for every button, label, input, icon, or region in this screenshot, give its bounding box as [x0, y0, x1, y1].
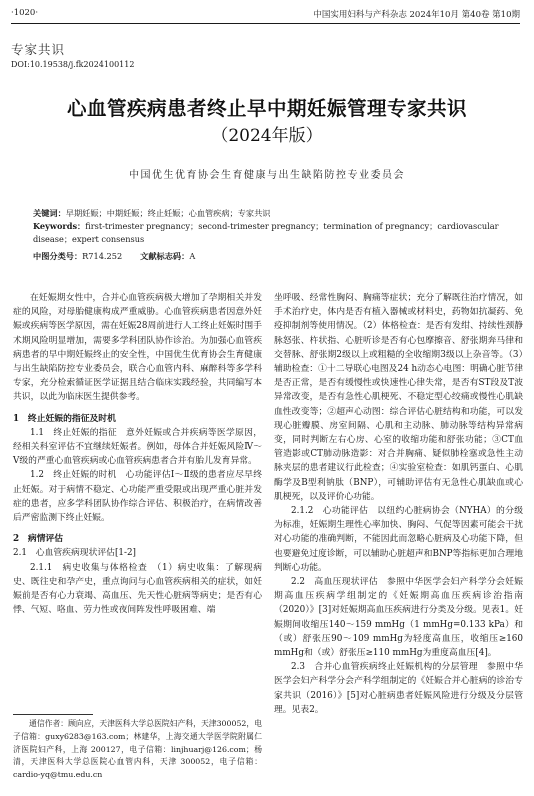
paragraph-2-3: 2.3 合并心血管疾病终止妊娠机构的分层管理 参照中华医学会妇产科学分会产科学组制定的《妊娠合并心脏病的诊治专家共识（2016）》[5]对心脏病患者妊娠风险进行分级及分层管理。见表2。 [274, 662, 523, 715]
header-rule [11, 23, 520, 24]
keywords-cn [33, 207, 503, 220]
authors: 中国优生优育协会生育健康与出生缺陷防控专业委员会 [129, 170, 405, 181]
right-column [274, 291, 523, 717]
column-tag: 专家共识 [11, 42, 66, 57]
doi: DOI:10.19538/j.fk2024100112 [11, 60, 135, 69]
left-column [13, 291, 262, 617]
paragraph-2-2: 2.2 高血压现状评估 参照中华医学会妇产科学分会妊娠期高血压疾病学组制定的《妊娠期高血压疾病诊治指南（2020）》[3]对妊娠期高血压疾病进行分类及分级。见表1。妊娠期间收缩压140～159 mmHg（1 mmHg=0.133 kPa）和（或）舒张压90～109 mmHg为轻度高血压，收缩压≥160 mmHg和（或）舒张压≥110 mmHg为重度高血压[4]。 [274, 577, 523, 659]
paragraph-1-2: 1.2 终止妊娠的时机 心功能评估Ⅰ～Ⅱ级的患者应尽早终止妊娠。对于病情不稳定、心功能严重受限或出现严重心脏并发症的患者，应多学科团队协作综合评估、积极治疗，在病情改善后严密监测下终止妊娠。 [13, 470, 262, 524]
section-heading-2: 2 病情评估 [13, 534, 64, 545]
page-number: ·1020· [11, 8, 39, 18]
article-title: 心血管疾病患者终止早中期妊娠管理专家共识 [66, 97, 467, 120]
article-subtitle: （2024年版） [211, 126, 323, 146]
clc-label: 中图分类号： [33, 251, 83, 261]
paragraph-2-1-2: 2.1.2 心功能评估 以纽约心脏病协会（NYHA）的分级为标准，妊娠期生理性心率加快、胸闷、气促等因素可能会干扰对心功能的准确判断，不能因此而忽略心脏病及心功能下降，但也要避免过度诊断，可以辅助心脏超声和BNP等指标更加合理地判断心功能。 [274, 506, 523, 573]
clc-value: R714.252 [82, 251, 123, 261]
journal-info: 中国实用妇科与产科杂志 2024年10月 第40卷 第10期 [313, 10, 520, 20]
keywords-en [33, 220, 503, 246]
paragraph-2-1-1: 2.1.1 病史收集与体格检查 （1）病史收集：了解现病史、既往史和孕产史，重点询问与心血管疾病相关的症状，如妊娠前是否有心力衰竭、高血压、先天性心脏病等病史；是否有心悸、气短、咯血、劳力性或夜间阵发性呼吸困难、端 [13, 562, 262, 616]
keywords-en-text: first-trimester pregnancy；second-trimester pregnancy；termination of pregnancy；cardiovascular disease；expert consensus [33, 221, 499, 244]
doc-code-label: 文献标志码： [140, 251, 190, 261]
footnote-rule [13, 714, 93, 715]
subsection-heading-2-1: 2.1 心血管疾病现状评估[1-2] [13, 548, 136, 559]
keywords-cn-text: 早期妊娠；中期妊娠；终止妊娠；心血管疾病；专家共识 [65, 208, 271, 218]
intro-paragraph: 在妊娠期女性中，合并心血管疾病极大增加了孕期相关并发症的风险，对母胎健康构成严重威胁。心血管疾病患者因意外妊娠或疾病等医学原因，需在妊娠28周前进行人工终止妊娠时围手术期风险明显增加，需要多学科团队协作诊治。为加强心血管疾病患者的早中期妊娠终止的安全性，中国优生优育协会生育健康与出生缺陷防控专业委员会，联合心血管内科、麻醉科等多学科专家，充分检索循证医学证据且结合临床实践经验，共同编写本共识，以此为临床医生提供参考。 [13, 293, 262, 403]
keywords-block [33, 207, 503, 263]
keywords-en-label: Keywords： [33, 221, 86, 231]
keywords-cn-label: 关键词： [33, 208, 66, 218]
paragraph-1-1: 1.1 终止妊娠的指征 意外妊娠或合并疾病等医学原因，经相关科室评估不宜继续妊娠者。例如，母体合并妊娠风险Ⅳ～Ⅴ级的严重心血管疾病或心血管疾病患者合并有胎儿发育异常。 [13, 427, 262, 467]
paragraph-continued: 坐呼吸、经常性胸闷、胸痛等症状；充分了解既往治疗情况，如手术治疗史，体内是否有植入器械或材料史，药物如抗凝药、免疫抑制剂等使用情况。（2）体格检查：是否有发绀、持续性颈静脉怒张、杵状指、心脏听诊是否有心包摩擦音、舒张期奔马律和交替脉、舒张期2级以上或粗糙的全收缩期3级以上杂音等。（3）辅助检查：①十二导联心电图及24 h动态心电图：明确心脏节律是否正常，是否有缓慢性或快速性心律失常，是否有ST段及T波异常改变，是否有急性心肌梗死、不稳定型心绞痛或慢性心肌缺血性改变等；②超声心动图：综合评估心脏结构和功能，可以发现心脏瓣膜、房室间隔、心肌和主动脉、肺动脉等结构异常病变，同时判断左右心房、心室的收缩功能和舒张功能；③CT血管造影或CT肺动脉造影：对合并胸痛、疑似肺栓塞或急性主动脉夹层的患者建议行此检查；④实验室检查：如肌钙蛋白、心肌酶学及B型利钠肽（BNP），可辅助评估有无急性心肌缺血或心肌梗死，以及评价心功能。 [274, 293, 523, 502]
footnote [13, 718, 262, 782]
correspondence-note: 通信作者：顾向应，天津医科大学总医院妇产科，天津300052，电子信箱：guxy6283@163.com；林建华，上海交通大学医学院附属仁济医院妇产科，上海 200127，电子信箱：linjhuarj@126.com；杨清，天津医科大学总医院心血管内科，天津 300052，电子信箱：cardio-yq@tmu.edu.cn [13, 719, 262, 780]
classification [33, 250, 503, 263]
section-heading-1: 1 终止妊娠的指征及时机 [13, 413, 116, 424]
doc-code-value: A [189, 251, 196, 261]
